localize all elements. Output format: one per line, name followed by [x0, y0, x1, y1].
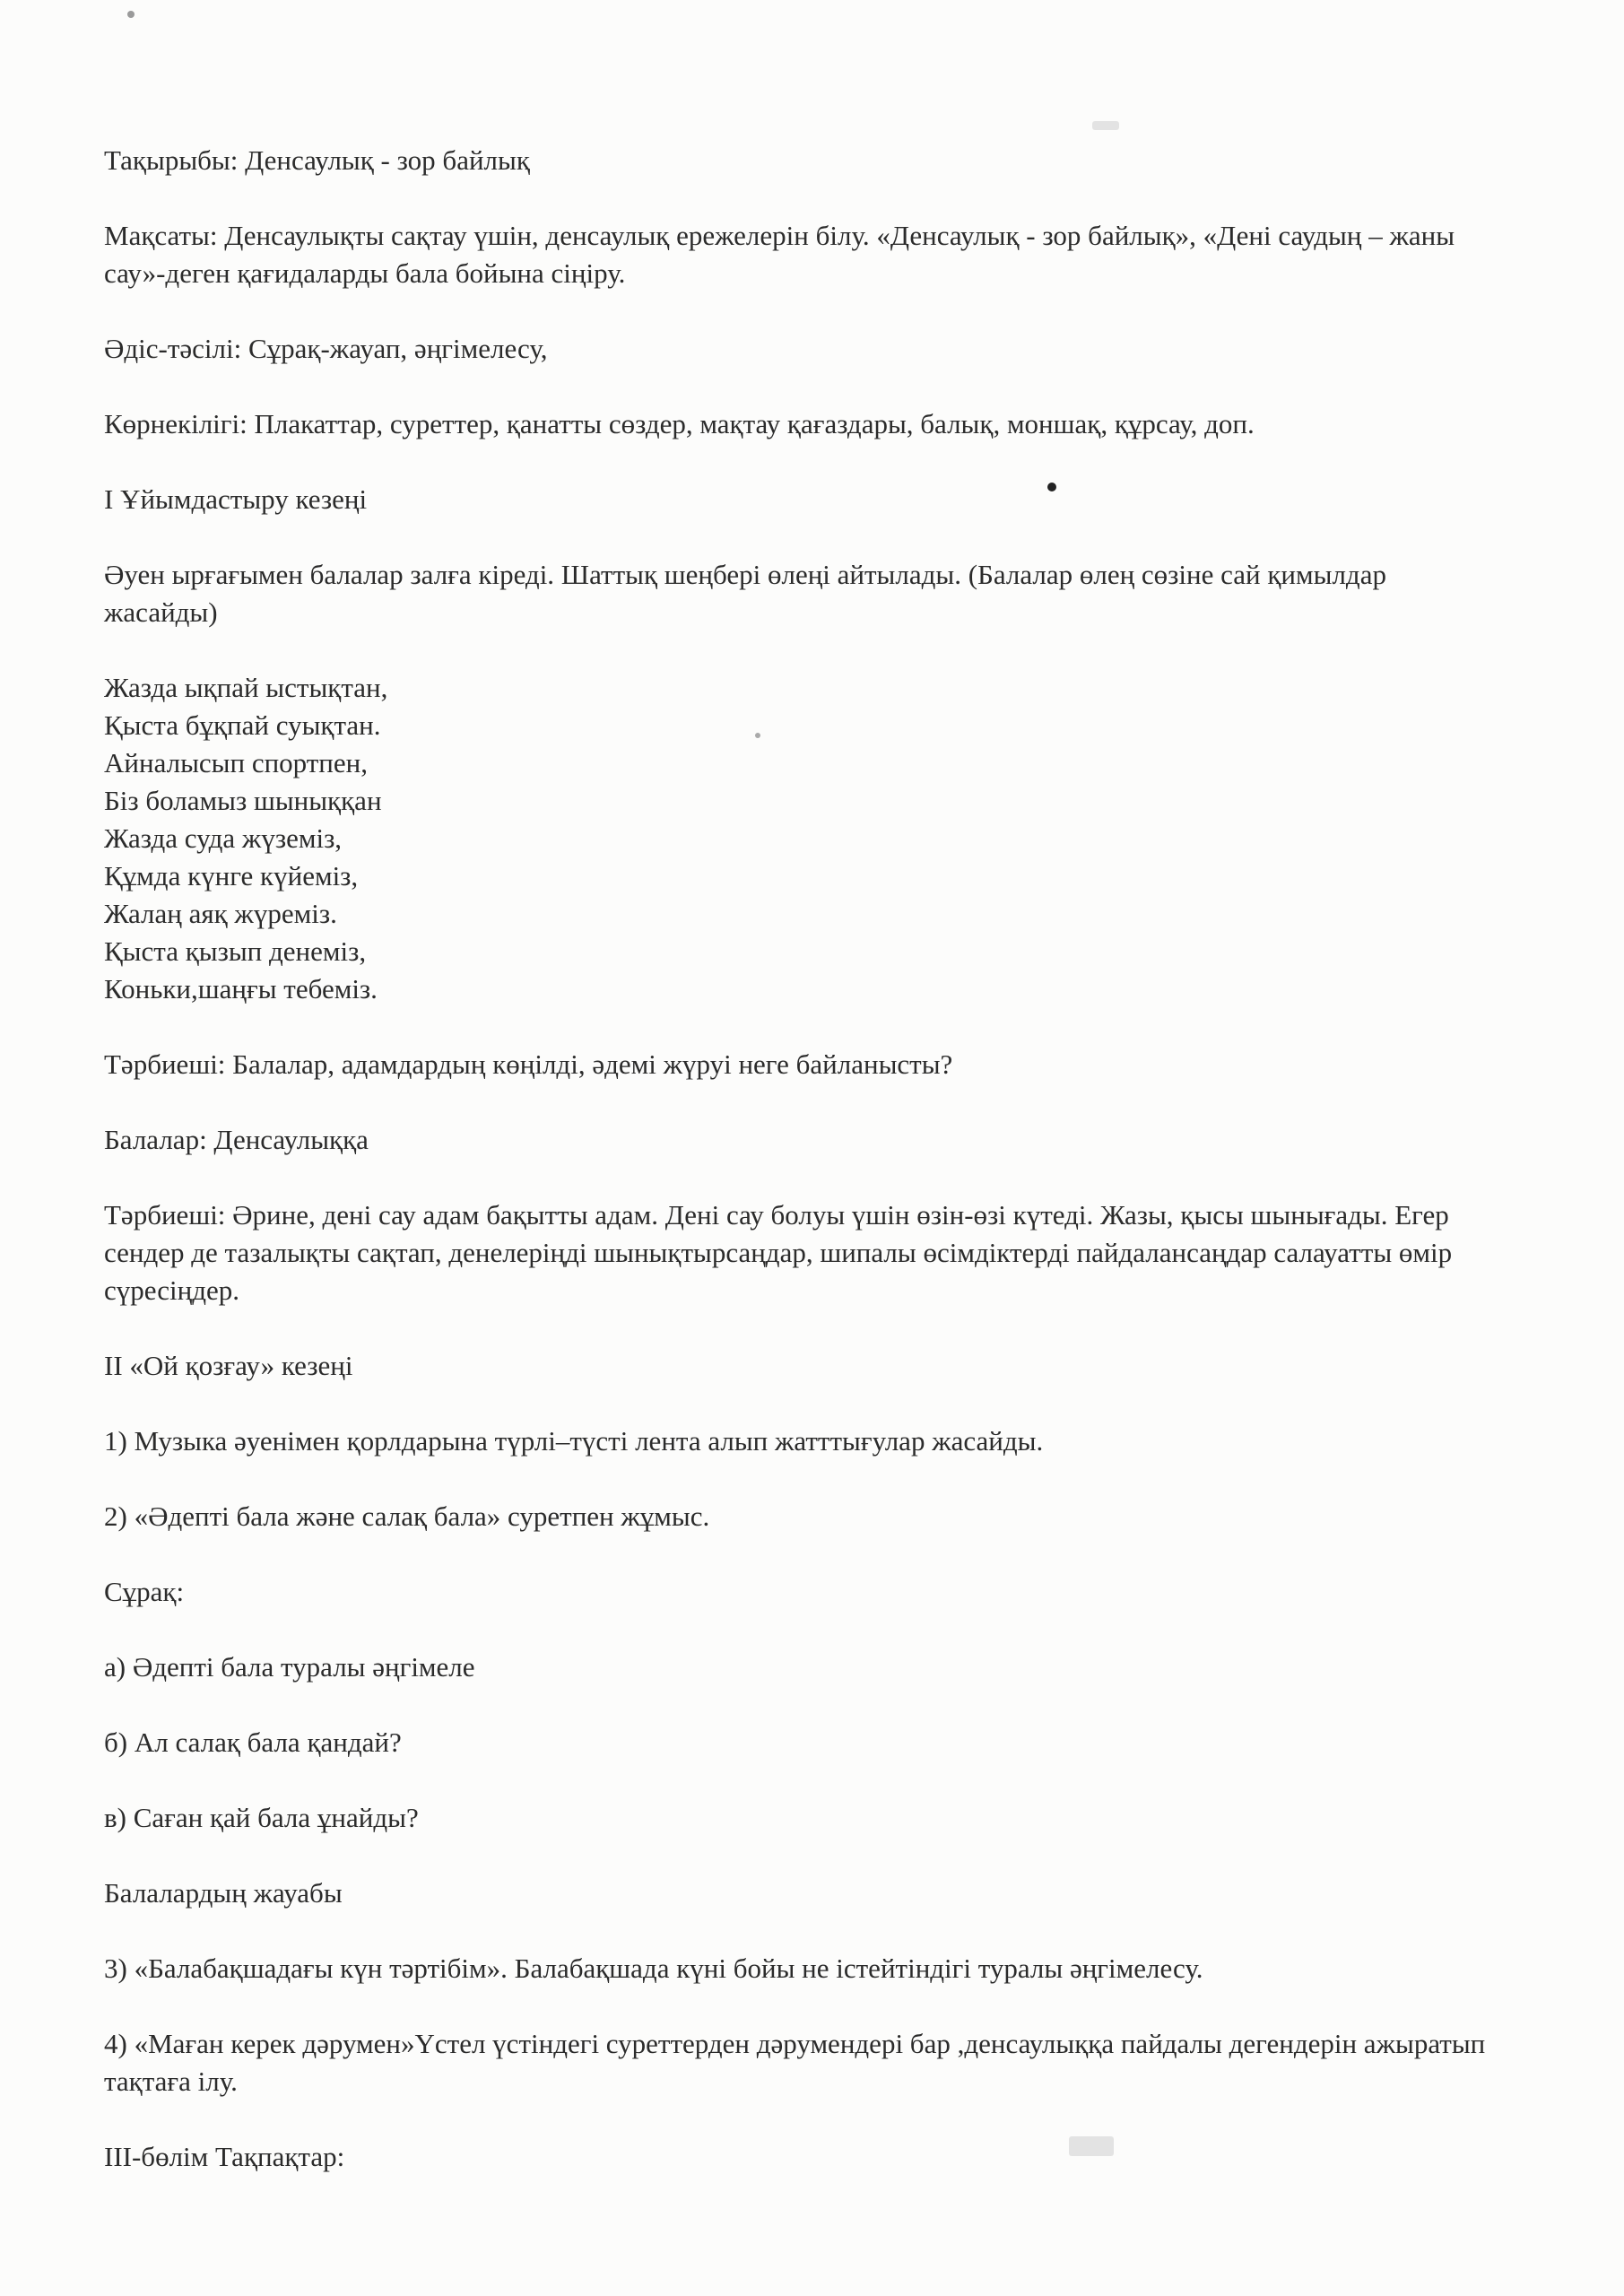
poem-line: Жалаң аяқ жүреміз.: [104, 898, 337, 929]
methods-line: Әдіс-тәсілі: Сұрақ-жауап, әңгімелесу,: [104, 333, 548, 364]
poem-line: Айналысып спортпен,: [104, 747, 369, 778]
visuals-line: Көрнекілігі: Плакаттар, суреттер, қанатты сөздер, мақтау қағаздары, балық, моншақ, құрсау, доп.: [104, 408, 1255, 439]
children-answer: Балалардың жауабы: [104, 1877, 343, 1909]
stage1-title: І Ұйымдастыру кезеңі: [104, 483, 368, 515]
topic-line: Тақырыбы: Денсаулық - зор байлық: [104, 144, 530, 176]
question-b: б) Ал салақ бала қандай?: [104, 1726, 402, 1758]
teacher-paragraph: Тәрбиеші: Әрине, дені сау адам бақытты адам. Дені сау болуы үшін өзін-өзі күтеді. Жазы, қысы шынығады. Егер сендер де тазалықты сақтап, денелеріңді шынықтырсаңдар, шипалы өсімдіктерді пайдалансаңдар салауатты өмір сүресіңдер.: [104, 1199, 1453, 1306]
poem-block: [104, 669, 1503, 1008]
poem-line: Қыста қызып денеміз,: [104, 935, 367, 967]
stage1-paragraph: Әуен ырғағымен балалар залға кіреді. Шаттық шеңбері өлеңі айтылады. (Балалар өлең сөзіне сай қимылдар жасайды): [104, 559, 1386, 628]
question-label: Сұрақ:: [104, 1576, 185, 1607]
poem-line: Жазда суда жүземіз,: [104, 822, 343, 854]
question-c: в) Саған қай бала ұнайды?: [104, 1802, 419, 1833]
stage2-title: ІІ «Ой қозғау» кезеңі: [104, 1350, 353, 1381]
poem-line: Қыста бұқпай суықтан.: [104, 709, 381, 741]
goal-paragraph: Мақсаты: Денсаулықты сақтау үшін, денсаулық ережелерін білу. «Денсаулық - зор байлық», «Дені саудың – жаны сау»-деген қағидаларды бала бойына сіңіру.: [104, 220, 1455, 289]
list-item-2: 2) «Әдепті бала және салақ бала» суретпен жұмыс.: [104, 1500, 710, 1532]
list-item-1: 1) Музыка әуенімен қорлдарына түрлі–түсті лента алып жатттығулар жасайды.: [104, 1425, 1044, 1457]
poem-line: Біз боламыз шыныққан: [104, 785, 382, 816]
list-item-4: 4) «Маған керек дәрумен»Үстел үстіндегі суреттерден дәрумендері бар ,денсаулыққа пайдалы дегендерін ажыратып тақтаға ілу.: [104, 2028, 1486, 2097]
poem-line: Жазда ықпай ыстықтан,: [104, 672, 388, 703]
question-a: а) Әдепті бала туралы әңгімеле: [104, 1651, 475, 1683]
scan-smudge: [1092, 121, 1119, 130]
list-item-3: 3) «Балабақшадағы күн тәртібім». Балабақшада күні бойы не істейтіндігі туралы әңгімелесу.: [104, 1952, 1203, 1984]
scan-speck: [127, 11, 135, 18]
children-answer-line: Балалар: Денсаулыққа: [104, 1124, 369, 1155]
poem-line: Құмда күнге күйеміз,: [104, 860, 359, 891]
document-body: [104, 142, 1503, 2213]
stage3-title: ІІІ-бөлім Тақпақтар:: [104, 2141, 345, 2172]
poem-line: Коньки,шаңғы тебеміз.: [104, 973, 378, 1004]
teacher-question: Тәрбиеші: Балалар, адамдардың көңілді, әдемі жүруі неге байланысты?: [104, 1048, 953, 1080]
